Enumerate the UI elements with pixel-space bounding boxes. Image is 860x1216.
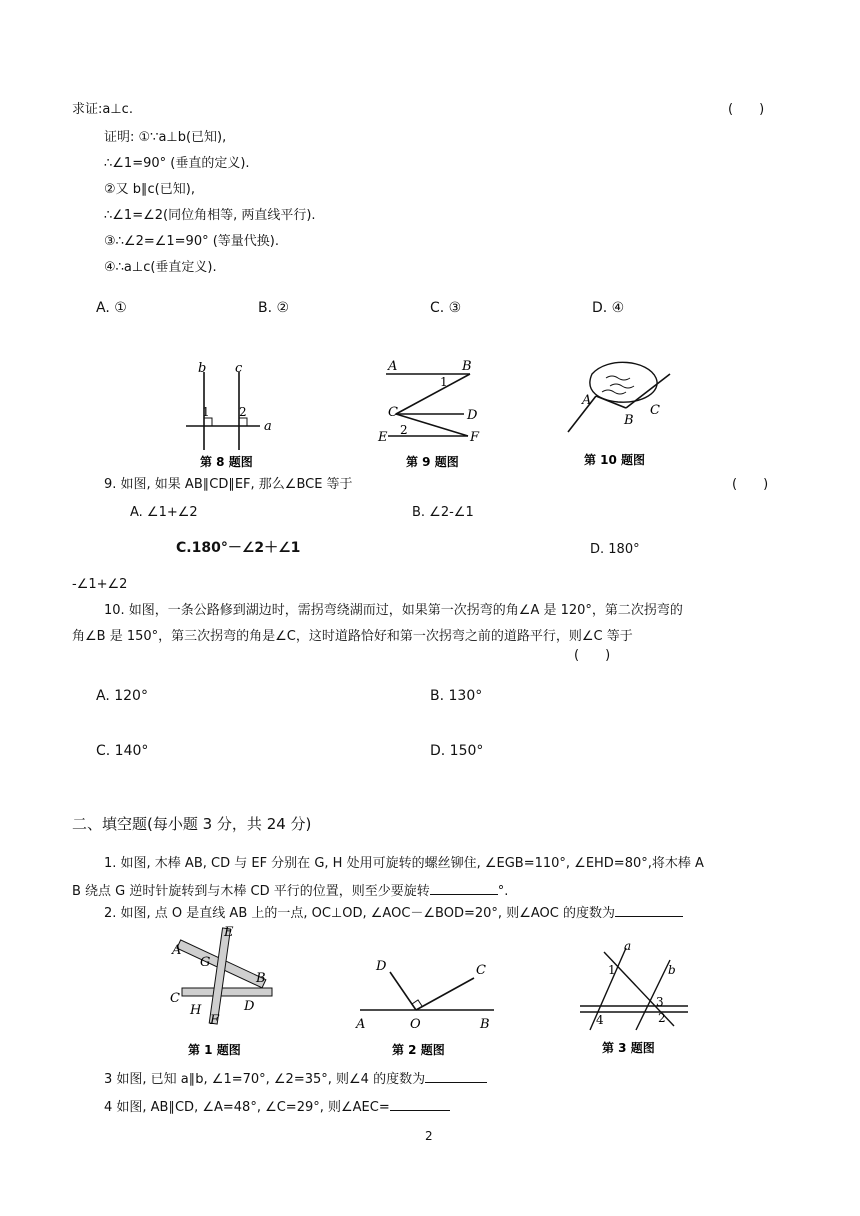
q8-option-c: C. ③ <box>430 300 462 316</box>
fig1-label-g: G <box>200 955 211 970</box>
q8-proof-line: ②又 b∥c(已知), <box>104 182 195 197</box>
q9-answer-paren: ( ) <box>732 477 769 492</box>
q8-option-a: A. ① <box>96 300 127 316</box>
fill-q2-text: 2. 如图, 点 O 是直线 AB 上的一点, OC⊥OD, ∠AOC－∠BOD=20°, 则∠AOC 的度数为 <box>104 906 615 921</box>
fig2-caption: 第 2 题图 <box>392 1043 445 1057</box>
q10-answer-paren: ( ) <box>574 648 611 663</box>
fig2-label-d: D <box>376 959 387 974</box>
fig8-label-c: c <box>235 361 243 376</box>
fig3-label-1: 1 <box>608 963 616 977</box>
q9-option-c: C.180°－∠2＋∠1 <box>176 540 301 556</box>
q10-option-c: C. 140° <box>96 743 149 759</box>
fig10-label-a: A <box>582 393 592 408</box>
fig8-label-a: a <box>264 419 272 434</box>
q8-answer-paren: ( ) <box>728 102 765 117</box>
fill-q3 <box>104 1070 487 1088</box>
fig1-label-b: B <box>256 971 266 986</box>
fig3-label-3: 3 <box>656 995 664 1009</box>
fig1-label-a: A <box>172 943 182 958</box>
figure-9 <box>372 356 496 472</box>
fig1-label-c: C <box>170 991 180 1006</box>
fig3-label-4: 4 <box>596 1013 604 1027</box>
fig3-label-a: a <box>624 939 632 953</box>
fig1-caption: 第 1 题图 <box>188 1043 241 1057</box>
fig10-label-c: C <box>650 403 660 418</box>
q8-proof-line: ④∴a⊥c(垂直定义). <box>104 260 217 275</box>
fig10-label-b: B <box>624 413 634 428</box>
q9-option-a: A. ∠1+∠2 <box>130 505 198 520</box>
fig8-caption: 第 8 题图 <box>200 455 253 469</box>
q8-goal: 求证:a⊥c. <box>72 102 133 117</box>
fig1-label-h: H <box>190 1003 202 1018</box>
fill-q3-blank[interactable] <box>425 1070 487 1083</box>
fig10-caption: 第 10 题图 <box>584 453 646 467</box>
q9-option-d: D. 180° <box>590 542 640 557</box>
figure-3 <box>574 940 694 1060</box>
fill-q4 <box>104 1098 450 1116</box>
fill-q1-blank[interactable] <box>430 882 498 895</box>
figure-10 <box>562 352 682 472</box>
fill-q4-blank[interactable] <box>390 1098 450 1111</box>
fig8-label-2: 2 <box>239 405 247 419</box>
fig8-label-b: b <box>198 361 207 376</box>
fill-q2-blank[interactable] <box>615 904 683 917</box>
figure-8 <box>180 356 280 472</box>
fig9-label-2: 2 <box>400 423 408 437</box>
q9-option-b: B. ∠2-∠1 <box>412 505 474 520</box>
fig1-label-f: F <box>210 1013 220 1028</box>
fig3-caption: 第 3 题图 <box>602 1041 655 1055</box>
fig9-label-d: D <box>467 408 478 423</box>
fig1-label-e: E <box>224 925 234 940</box>
q8-proof-line: ③∴∠2=∠1=90° (等量代换). <box>104 234 280 249</box>
page-number: 2 <box>425 1129 433 1143</box>
q9-stem: 9. 如图, 如果 AB∥CD∥EF, 那么∠BCE 等于 <box>104 477 353 492</box>
fill-q3-text: 3 如图, 已知 a∥b, ∠1=70°, ∠2=35°, 则∠4 的度数为 <box>104 1072 426 1087</box>
q10-option-b: B. 130° <box>430 688 483 704</box>
fig3-label-2: 2 <box>658 1011 666 1025</box>
fig9-caption: 第 9 题图 <box>406 455 459 469</box>
fig9-label-b: B <box>462 359 472 374</box>
fig2-label-o: O <box>410 1017 421 1032</box>
fig2-label-a: A <box>356 1017 366 1032</box>
fill-q1-line2 <box>72 882 508 900</box>
q8-proof-line: ∴∠1=90° (垂直的定义). <box>104 156 250 171</box>
fill-q4-text: 4 如图, AB∥CD, ∠A=48°, ∠C=29°, 则∠AEC= <box>104 1100 390 1115</box>
q10-option-a: A. 120° <box>96 688 148 704</box>
fig9-label-c: C <box>388 405 398 420</box>
fill-q1-line1: 1. 如图, 木棒 AB, CD 与 EF 分别在 G, H 处用可旋转的螺丝铆住, ∠EGB=110°, ∠EHD=80°,将木棒 A <box>104 856 704 871</box>
fig9-label-a: A <box>388 359 398 374</box>
figure-2 <box>352 952 502 1060</box>
q10-option-d: D. 150° <box>430 743 484 759</box>
q9-option-d-continued: -∠1+∠2 <box>72 577 128 592</box>
fig9-label-e: E <box>378 430 388 445</box>
q8-option-d: D. ④ <box>592 300 625 316</box>
q8-proof-line: 证明: ①∵a⊥b(已知), <box>104 130 227 145</box>
section-heading: 二、填空题(每小题 3 分，共 24 分) <box>72 815 312 833</box>
fill-q1-suffix: °. <box>497 884 509 899</box>
fig2-label-c: C <box>476 963 486 978</box>
fig2-label-b: B <box>480 1017 490 1032</box>
fig1-label-d: D <box>244 999 255 1014</box>
figure-1 <box>166 920 282 1060</box>
q8-proof-line: ∴∠1=∠2(同位角相等, 两直线平行). <box>104 208 316 223</box>
q10-stem-line2: 角∠B 是 150°，第三次拐弯的角是∠C，这时道路恰好和第一次拐弯之前的道路平行，则∠C 等于 <box>72 629 633 644</box>
fig3-label-b: b <box>668 963 676 977</box>
q8-option-b: B. ② <box>258 300 290 316</box>
fig8-label-1: 1 <box>202 405 210 419</box>
fig9-label-1: 1 <box>440 375 448 389</box>
fig9-label-f: F <box>470 430 480 445</box>
q10-stem-line1: 10. 如图，一条公路修到湖边时，需拐弯绕湖而过，如果第一次拐弯的角∠A 是 120°，第二次拐弯的 <box>104 603 683 618</box>
fill-q1-text: B 绕点 G 逆时针旋转到与木棒 CD 平行的位置，则至少要旋转 <box>72 884 430 899</box>
